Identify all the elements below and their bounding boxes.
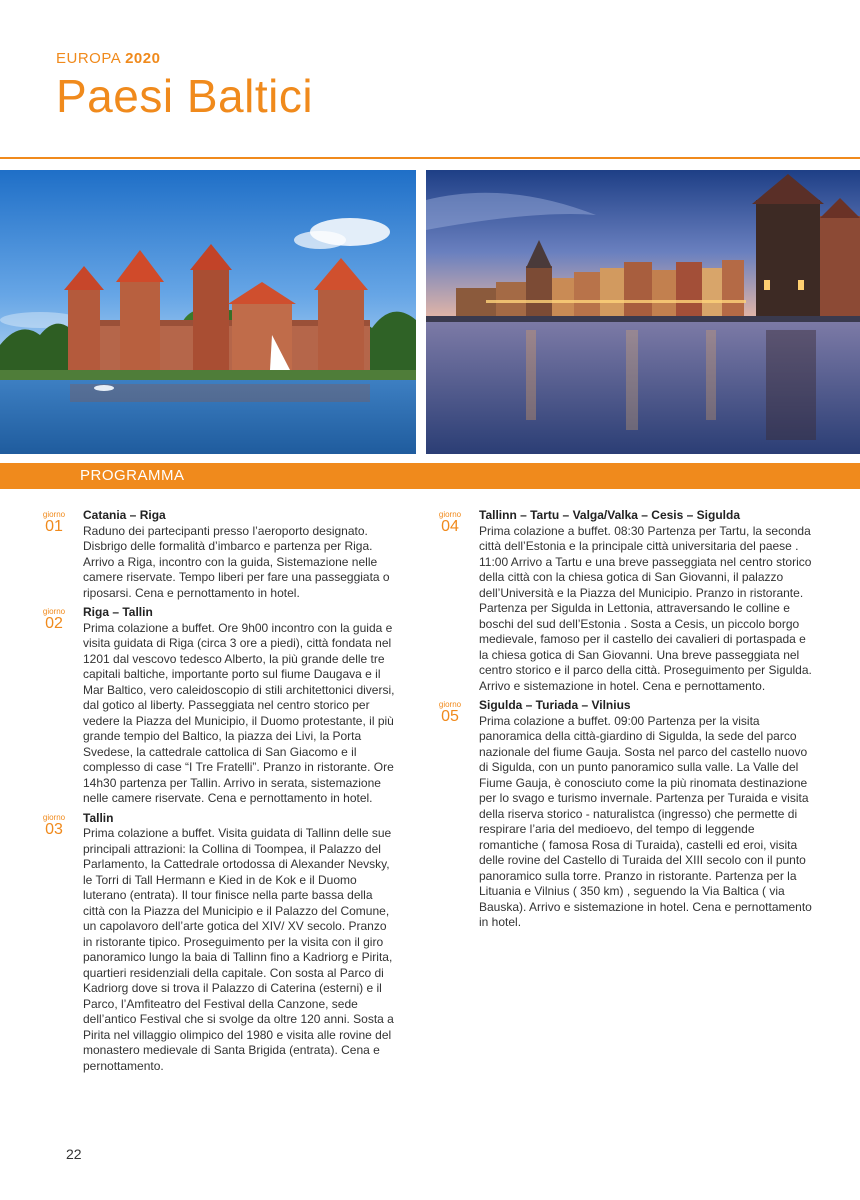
day-description: Prima colazione a buffet. Visita guidata di Tallinn delle sue principali attrazioni: la Collina di Toompea, il Palazzo del Parlamento, la Cattedrale ortodossa di Alexander Nevsky, le Torri di Tall Hermann e Kied in de Kok e il Duomo luterano (entrata). Il tour finisce nella parte bassa della città con la Piazza del Municipio e il Palazzo del Comune, un capolavoro dell’arte gotica del XIV/ XV secolo. Pranzo in ristorante tipico. Proseguimento per la visita con il giro panoramico lungo la baia di Tallinn fino a Kadriorg e Pirita, quartieri residenziali della capitale. Con sosta al Parco di Kadriorg dove si trova il Palazzo di Caterina (esterni) e il Parco, l’Amfiteatro del Festival della Canzone, sede dell’antico Festival che si svolge da oltre 120 anni. Sosta a Pirita nel villaggio olimpico del 1980 e visita alle rovine del monastero medievale di Santa Brigida (entrata). Cena e pernottamento. — [83, 826, 394, 1073]
day-entry — [432, 508, 814, 694]
harbour-dusk-photo — [426, 170, 860, 454]
day-number: 01 — [45, 518, 63, 535]
day-word: giorno — [438, 700, 462, 709]
kicker-region: EUROPA — [56, 50, 121, 67]
day-description: Prima colazione a buffet. Ore 9h00 incontro con la guida e visita guidata di Riga (circa 3 ore a piedi), città fondata nel 1201 dal vescovo tedesco Alberto, la più grande delle tre capitali baltiche, importante porto sul fiume Daugava e il Mar Baltico, vero caleidoscopio di stili architettonici diversi, dal gotico al liberty. Passeggiata nel centro storico per vedere la Piazza del Municipio, il Duomo protestante, il più grande tempio del Baltico, la piazza dei Livi, la Porta Svedese, la cattedrale cattolica di San Giacomo e il complesso di case “I Tre Fratelli”. Pranzo in ristorante. Ore 14h30 partenza per Tallin. Arrivo in serata, sistemazione nelle camere riservate. Cena e pernottamento in hotel. — [83, 620, 395, 805]
program-heading: PROGRAMMA — [80, 467, 185, 484]
day-number: 04 — [441, 518, 459, 535]
program-bar — [0, 463, 860, 489]
day-number: 02 — [45, 615, 63, 632]
day-entry — [432, 698, 814, 931]
day-title: Tallin — [83, 810, 114, 825]
page-number: 22 — [66, 1146, 82, 1162]
day-entry — [36, 605, 396, 807]
castle-lake-photo — [0, 170, 416, 454]
day-tag — [36, 510, 72, 536]
page-title: Paesi Baltici — [56, 70, 314, 122]
day-word: giorno — [438, 510, 462, 519]
day-entry — [36, 508, 396, 601]
day-tag — [36, 813, 72, 839]
day-tag — [432, 700, 468, 726]
day-number: 05 — [441, 708, 459, 725]
kicker-year: 2020 — [125, 50, 161, 67]
day-description: Raduno dei partecipanti presso l’aeroporto designato. Disbrigo delle formalità d’imbarco e partenza per Riga. Arrivo a Riga, incontro con la guida, Sistemazione nelle camere riservate. Tempo liberi per fare una passeggiata o riposarsi. Cena e pernottamento in hotel. — [83, 523, 390, 600]
day-word: giorno — [42, 812, 66, 822]
day-word: giorno — [42, 510, 66, 519]
day-description: Prima colazione a buffet. 09:00 Partenza per la visita panoramica della città-giardino di Sigulda, la sede del parco nazionale del fiume Gauja. Sosta nel parco del castello nuovo di Sigulda, con un punto panoramico sulla valle. La Valle del Fiume Gauja, è conosciuto come la più rinomata destinazione per lo svago e turismo invernale. Partenza per Turaida e visita della riserva storico - naturalistca (ingresso) che permette di respirare l’aria del medioevo, del tempo di leggende romantiche ( famosa Rosa di Turaida), castelli ed eroi, visita delle rovine del Castello di Turaida del XIII secolo con il punto panoramico sulla torre. Pranzo in ristorante. Partenza per la Lituania e Vilnius ( 350 km) , seguendo la Via Baltica ( via Bauska). Arrivo e sistemazione in hotel. Cena e pernottamento in hotel. — [479, 713, 812, 929]
day-title: Riga – Tallin — [83, 605, 153, 619]
header-divider — [0, 157, 860, 159]
day-tag — [432, 510, 468, 536]
day-tag — [36, 607, 72, 633]
program-column-right — [432, 508, 814, 935]
kicker — [56, 50, 313, 67]
day-description: Prima colazione a buffet. 08:30 Partenza per Tartu, la seconda città dell’Estonia e la principale città universitaria del paese . 11:00 Arrivo a Tartu e una breve passeggiata nel centro storico della città con la chiesa gotica di San Giovanni, il palazzo dell’Università e la Piazza del Municipio. Pranzo in ristorante. Partenza per Sigulda in Lettonia, attraversando le colline e boschi del sud dell’Estonia . Sosta a Cesis, un piccolo borgo medievale, famoso per il castello dei cavalieri di portaspada e la chiesa gotica di San Giovanni. Una breve passeggiata nel centro storico e il parco della città. Proseguimento per Sigulda. Arrivo e sistemazione in hotel. Cena e pernottamento. — [479, 523, 812, 693]
day-number: 03 — [45, 820, 63, 838]
day-word: giorno — [42, 607, 66, 616]
day-title: Tallinn – Tartu – Valga/Valka – Cesis – Sigulda — [479, 508, 740, 522]
program-column-left — [36, 508, 396, 1078]
day-title: Sigulda – Turiada – Vilnius — [479, 698, 631, 712]
day-title: Catania – Riga — [83, 508, 166, 522]
page-header — [56, 50, 313, 123]
day-entry — [36, 811, 396, 1075]
